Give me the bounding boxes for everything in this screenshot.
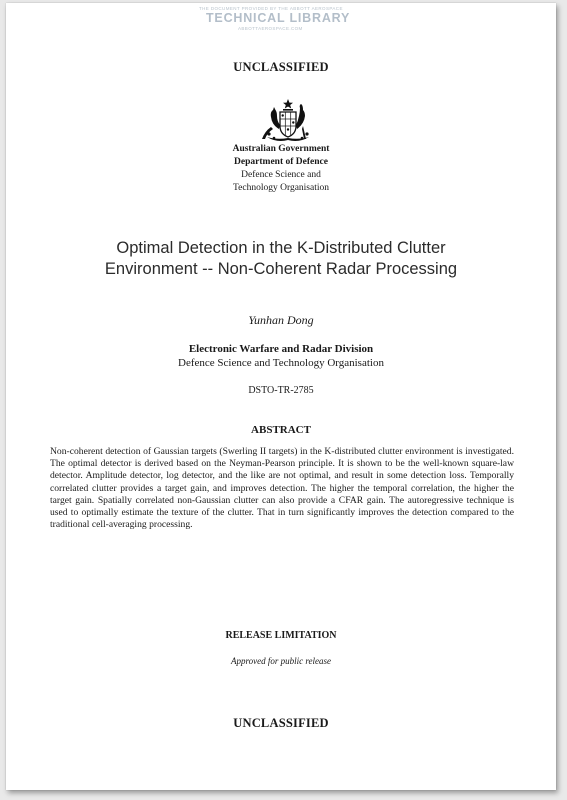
gov-line-3: Defence Science and bbox=[241, 170, 321, 180]
gov-line-4: Technology Organisation bbox=[233, 183, 329, 193]
watermark-provider-line: THE DOCUMENT PROVIDED BY THE ABBOTT AEROSPACE bbox=[199, 6, 343, 11]
report-title-line-2: Environment -- Non-Coherent Radar Processing bbox=[104, 260, 458, 278]
abstract-text: Non-coherent detection of Gaussian targets (Swerling II targets) in the K-distributed clutter environment is investigated. The optimal detector is derived based on the Neyman-Pearson principle. It is shown to be the well-known square-law detector. Amplitude detector, log detector, and the like are not optimal, and result in some detection loss. Temporally correlated clutter provides a target gain, and improves detection. The higher the temporal correlation, the higher the target gain. Spatially correlated non-Gaussian clutter can also provide a CFAR gain. The autoregressive technique is used to optimally estimate the texture of the clutter. That in turn significantly improves the detection compared to the traditional cell-averaging processing. bbox=[50, 446, 514, 531]
report-number: DSTO-TR-2785 bbox=[248, 385, 314, 396]
classification-bottom: UNCLASSIFIED bbox=[233, 716, 329, 730]
report-title-line-1: Optimal Detection in the K-Distributed Clutter bbox=[116, 239, 446, 257]
author-name: Yunhan Dong bbox=[248, 313, 314, 327]
abstract-heading: ABSTRACT bbox=[251, 424, 311, 436]
coat-of-arms-icon bbox=[259, 99, 317, 143]
classification-top: UNCLASSIFIED bbox=[233, 60, 329, 74]
division-name: Electronic Warfare and Radar Division bbox=[188, 343, 374, 355]
watermark-title: TECHNICAL LIBRARY bbox=[206, 11, 351, 25]
release-limitation-text: Approved for public release bbox=[230, 656, 332, 666]
watermark-url: ABBOTTAEROSPACE.COM bbox=[238, 26, 303, 31]
organisation-name: Defence Science and Technology Organisation bbox=[178, 357, 384, 369]
gov-line-1: Australian Government bbox=[232, 144, 330, 154]
gov-line-2: Department of Defence bbox=[234, 157, 328, 167]
document-page bbox=[6, 3, 556, 790]
release-limitation-heading: RELEASE LIMITATION bbox=[225, 630, 337, 641]
